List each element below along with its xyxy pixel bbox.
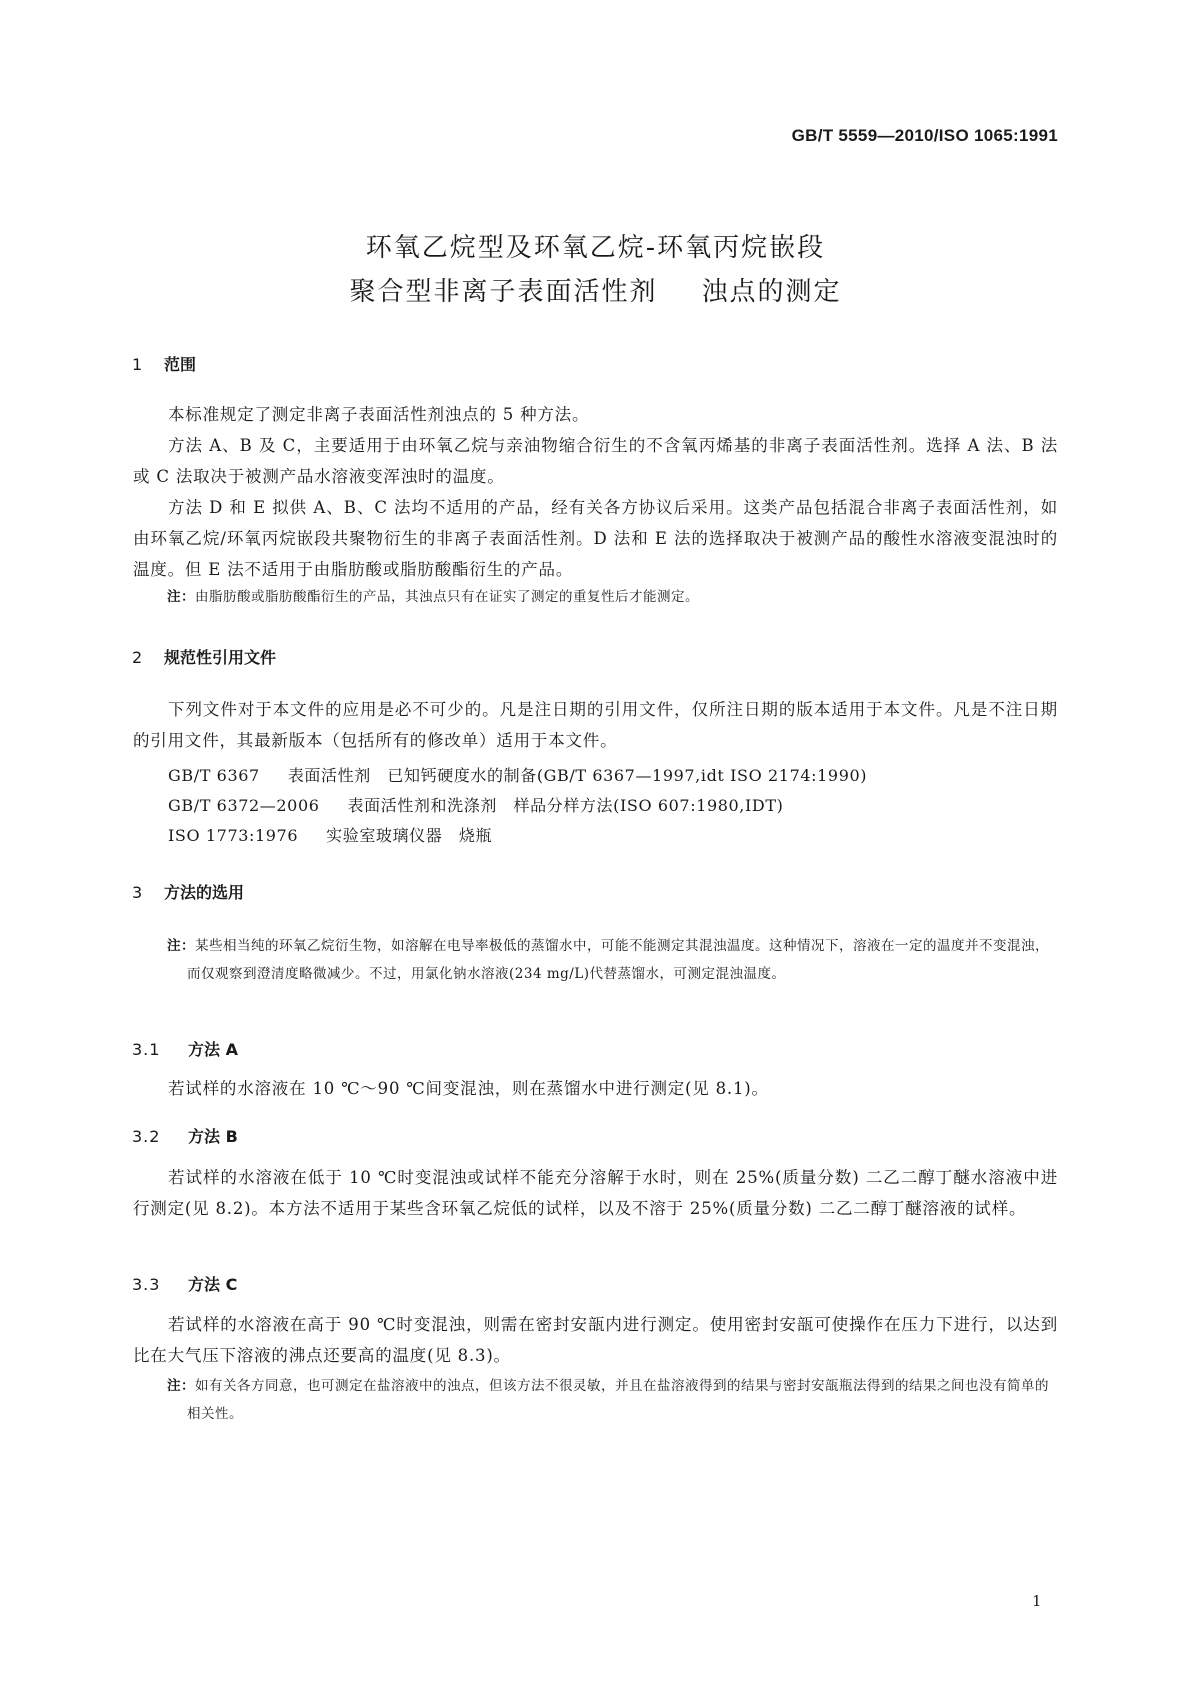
reference-item xyxy=(168,763,867,786)
subsection-3-3-title: 方法 C xyxy=(188,1275,238,1294)
reference-item xyxy=(168,823,492,846)
page-number: 1 xyxy=(1032,1592,1042,1610)
reference-title: 实验室玻璃仪器 烧瓶 xyxy=(326,826,493,845)
subsection-3-2-title: 方法 B xyxy=(188,1127,238,1146)
title-line-2-part-a: 聚合型非离子表面活性剂 xyxy=(349,277,658,307)
section-1-number: 1 xyxy=(132,355,143,374)
section-3-note-label: 注： xyxy=(167,938,195,954)
section-1-paragraph-2: 方法 A、B 及 C，主要适用于由环氧乙烷与亲油物缩合衍生的不含氧丙烯基的非离子表面活性剂。选择 A 法、B 法或 C 法取决于被测产品水溶液变浑浊时的温度。 xyxy=(133,436,1058,486)
reference-item xyxy=(168,793,783,816)
subsection-3-2-number: 3.2 xyxy=(132,1127,161,1146)
subsection-3-3-number: 3.3 xyxy=(132,1275,161,1294)
subsection-3-3-note-label: 注： xyxy=(167,1378,195,1394)
reference-code: GB/T 6372—2006 xyxy=(168,796,320,815)
section-2-paragraph-1: 下列文件对于本文件的应用是必不可少的。凡是注日期的引用文件，仅所注日期的版本适用于本文件。凡是不注日期的引用文件，其最新版本（包括所有的修改单）适用于本文件。 xyxy=(133,700,1058,750)
standard-number: GB/T 5559—2010/ISO 1065:1991 xyxy=(791,126,1058,145)
subsection-3-1-paragraph: 若试样的水溶液在 10 ℃～90 ℃间变混浊，则在蒸馏水中进行测定(见 8.1)。 xyxy=(168,1079,769,1098)
section-3-heading xyxy=(132,880,244,903)
section-1-paragraph-3: 方法 D 和 E 拟供 A、B、C 法均不适用的产品，经有关各方协议后采用。这类产品包括混合非离子表面活性剂，如由环氧乙烷/环氧丙烷嵌段共聚物衍生的非离子表面活性剂。D 法和 E 法的选择取决于被测产品的酸性水溶液变混浊时的温度。但 E 法不适用于由脂肪酸或脂肪酸酯衍生的产品。 xyxy=(133,498,1058,579)
section-3-note-text: 某些相当纯的环氧乙烷衍生物，如溶解在电导率极低的蒸馏水中，可能不能测定其混浊温度。这种情况下，溶液在一定的温度并不变混浊，而仅观察到澄清度略微减少。不过，用氯化钠水溶液(234 mg/L)代替蒸馏水，可测定混浊温度。 xyxy=(187,938,1049,982)
subsection-3-1-heading xyxy=(132,1037,238,1060)
subsection-3-3-paragraph: 若试样的水溶液在高于 90 ℃时变混浊，则需在密封安瓿内进行测定。使用密封安瓿可使操作在压力下进行，以达到比在大气压下溶液的沸点还要高的温度(见 8.3)。 xyxy=(133,1315,1058,1365)
document-title xyxy=(0,226,1191,314)
subsection-3-3-note-text: 如有关各方同意，也可测定在盐溶液中的浊点，但该方法不很灵敏，并且在盐溶液得到的结果与密封安瓿瓶法得到的结果之间也没有简单的相关性。 xyxy=(187,1378,1049,1422)
reference-title: 表面活性剂和洗涤剂 样品分样方法(ISO 607:1980,IDT) xyxy=(347,796,784,815)
title-line-2 xyxy=(0,270,1191,314)
section-3-number: 3 xyxy=(132,883,143,902)
section-1-note xyxy=(167,583,1057,611)
title-line-1: 环氧乙烷型及环氧乙烷-环氧丙烷嵌段 xyxy=(365,233,826,263)
subsection-3-2-paragraph: 若试样的水溶液在低于 10 ℃时变混浊或试样不能充分溶解于水时，则在 25%(质量分数) 二乙二醇丁醚水溶液中进行测定(见 8.2)。本方法不适用于某些含环氧乙烷低的试样，以及不溶于 25%(质量分数) 二乙二醇丁醚溶液的试样。 xyxy=(133,1168,1058,1218)
subsection-3-2-heading xyxy=(132,1124,238,1147)
subsection-3-1-number: 3.1 xyxy=(132,1040,161,1059)
section-1-heading xyxy=(132,352,196,375)
reference-title: 表面活性剂 已知钙硬度水的制备(GB/T 6367—1997,idt ISO 2174:1990) xyxy=(287,766,868,785)
section-1-note-label: 注： xyxy=(167,589,195,605)
section-2-number: 2 xyxy=(132,648,143,667)
section-1-title: 范围 xyxy=(164,355,197,374)
section-3-note xyxy=(167,932,1057,988)
reference-code: GB/T 6367 xyxy=(168,766,260,785)
section-2-title: 规范性引用文件 xyxy=(164,648,277,667)
subsection-3-1-title: 方法 A xyxy=(188,1040,238,1059)
section-3-title: 方法的选用 xyxy=(164,883,245,902)
subsection-3-3-note xyxy=(167,1372,1057,1428)
section-1-paragraph-1: 本标准规定了测定非离子表面活性剂浊点的 5 种方法。 xyxy=(168,405,590,424)
reference-code: ISO 1773:1976 xyxy=(168,826,299,845)
title-line-2-part-b: 浊点的测定 xyxy=(701,277,842,307)
section-1-note-text: 由脂肪酸或脂肪酸酯衍生的产品，其浊点只有在证实了测定的重复性后才能测定。 xyxy=(195,589,699,605)
section-2-heading xyxy=(132,645,276,668)
subsection-3-3-heading xyxy=(132,1272,237,1295)
